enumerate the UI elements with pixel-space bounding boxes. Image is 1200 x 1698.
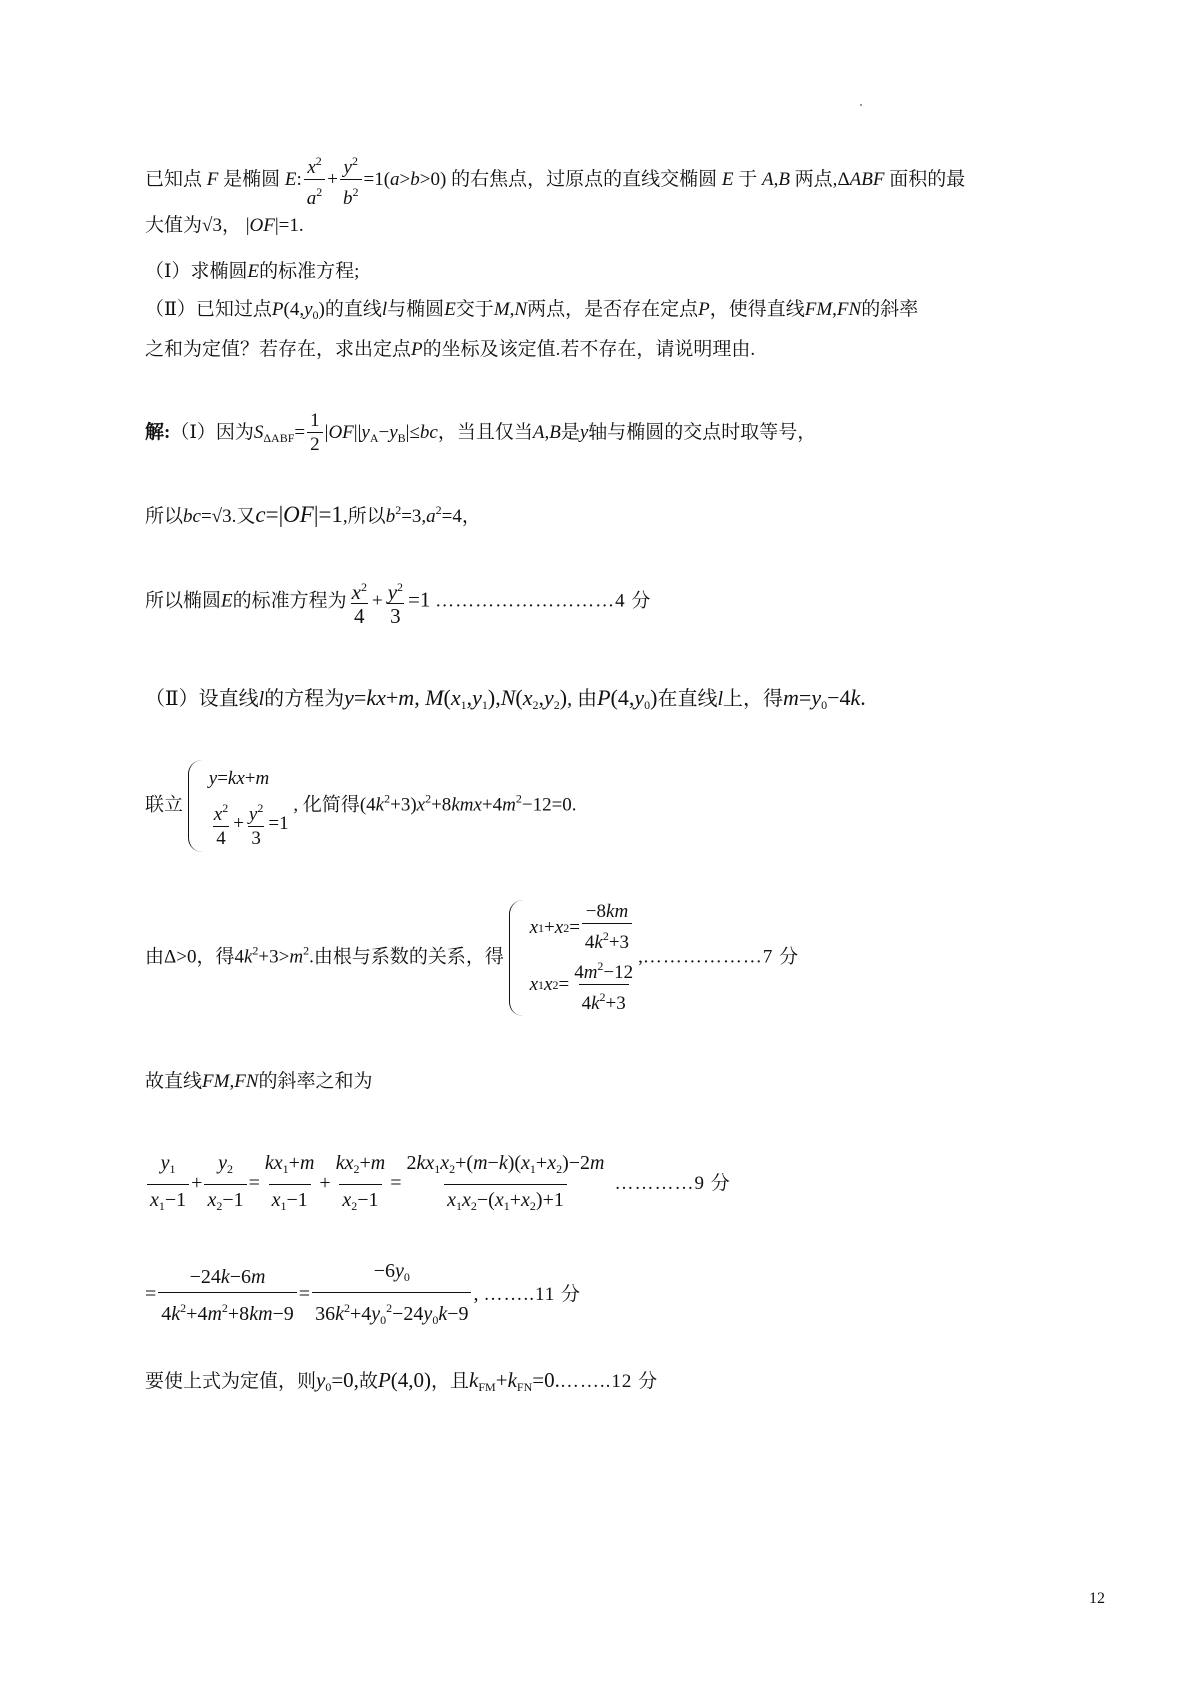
solution-line-8: $\frac{y_1}{x_1-1}$ + $\frac{y_2}{x_2-1}$ = $\frac{kx_1+m}{x_1-1}$ + $\frac{kx_2+m}{x_2-1}$ = $\frac{2kx_1x_2+(m-k)(x_1+x_2)-2m}{x_1x_2-(x_1+x_2)+1}$ …………9 分 — [145, 1148, 731, 1221]
solution-line-10: 要使上式为定值，则$y_0=0$,故P(4,0)，且$k_{FM}+k_{FN}=0.\dots\dots..12$ 分 — [145, 1368, 659, 1394]
vieta-system: x 1 + x 2 = $\frac{-8km}{4k^2+3}$ x 1 x 2 = $\frac{4m^2-12}{4k^2+3}$ — [509, 900, 639, 1016]
solution-line-1: 解:（Ⅰ）因为$S_{\Delta ABF}=$ $\frac{1}{2}$ $|OF||y_A-y_B|\le bc$，当且仅当A,B是y轴与椭圆的交点时取等号， — [145, 410, 817, 455]
solution-line-2: 所以bc=√3.又c=|OF|=1,所以$b^2=3,a^2=4$， — [145, 502, 481, 527]
solution-line-5: 联立 y = kx + m $\frac{x^2}{4}$ + $\frac{y^2}{3}$ =1 , 化简得$(4k^2+3)x^2+8kmx+4m^2-12=0$. — [145, 760, 577, 852]
solution-line-6: 由Δ>0，得$4k^2+3>m^2$.由根与系数的关系，得 x 1 + x 2 = $\frac{-8km}{4k^2+3}$ x 1 x 2 = $\frac{4m^2-12}{4k^2+3}$ ,………………7 分 — [145, 900, 799, 1016]
page-number: 12 — [1089, 1590, 1105, 1607]
problem-line-1: 已知点 F 是椭圆 E: $\frac{x^2}{a^2}$ + $\frac{y^2}{b^2}$ =1(a>b>0) 的右焦点，过原点的直线交椭圆 E 于 A,B 两点,ΔABF 面积的最 — [145, 154, 966, 209]
equation-system: y = kx + m $\frac{x^2}{4}$ + $\frac{y^2}{3}$ =1 — [188, 760, 289, 852]
scan-speck — [860, 104, 862, 106]
solution-line-9: = $\frac{-24k-6m}{4k^2+4m^2+8km-9}$ = $\frac{-6y_0}{36k^2+4y_0^2-24y_0k-9}$ , ……..11 分 — [145, 1256, 581, 1335]
problem-part-1: （Ⅰ）求椭圆E的标准方程; — [145, 261, 360, 282]
solution-line-7: 故直线FM,FN的斜率之和为 — [145, 1071, 373, 1092]
problem-line-2: 大值为√3， |OF|=1. — [145, 215, 304, 236]
solution-line-3: 所以椭圆E的标准方程为 $\frac{x^2}{4}$ + $\frac{y^2}{3}$ =1 ………………………4 分 — [145, 580, 652, 628]
problem-part-2: （Ⅱ）已知过点$P(4,y_0)$的直线l与椭圆E交于M,N两点，是否存在定点P，使得直线FM,FN的斜率 — [145, 299, 919, 322]
solution-line-4: （Ⅱ）设直线l的方程为y=kx+m, $M(x_1,y_1),N(x_2,y_2)$, 由$P(4,y_0)$在直线l上，得$m=y_0-4k$. — [145, 685, 866, 712]
problem-part-2-cont: 之和为定值？若存在，求出定点P的坐标及该定值.若不存在，请说明理由. — [145, 339, 756, 360]
